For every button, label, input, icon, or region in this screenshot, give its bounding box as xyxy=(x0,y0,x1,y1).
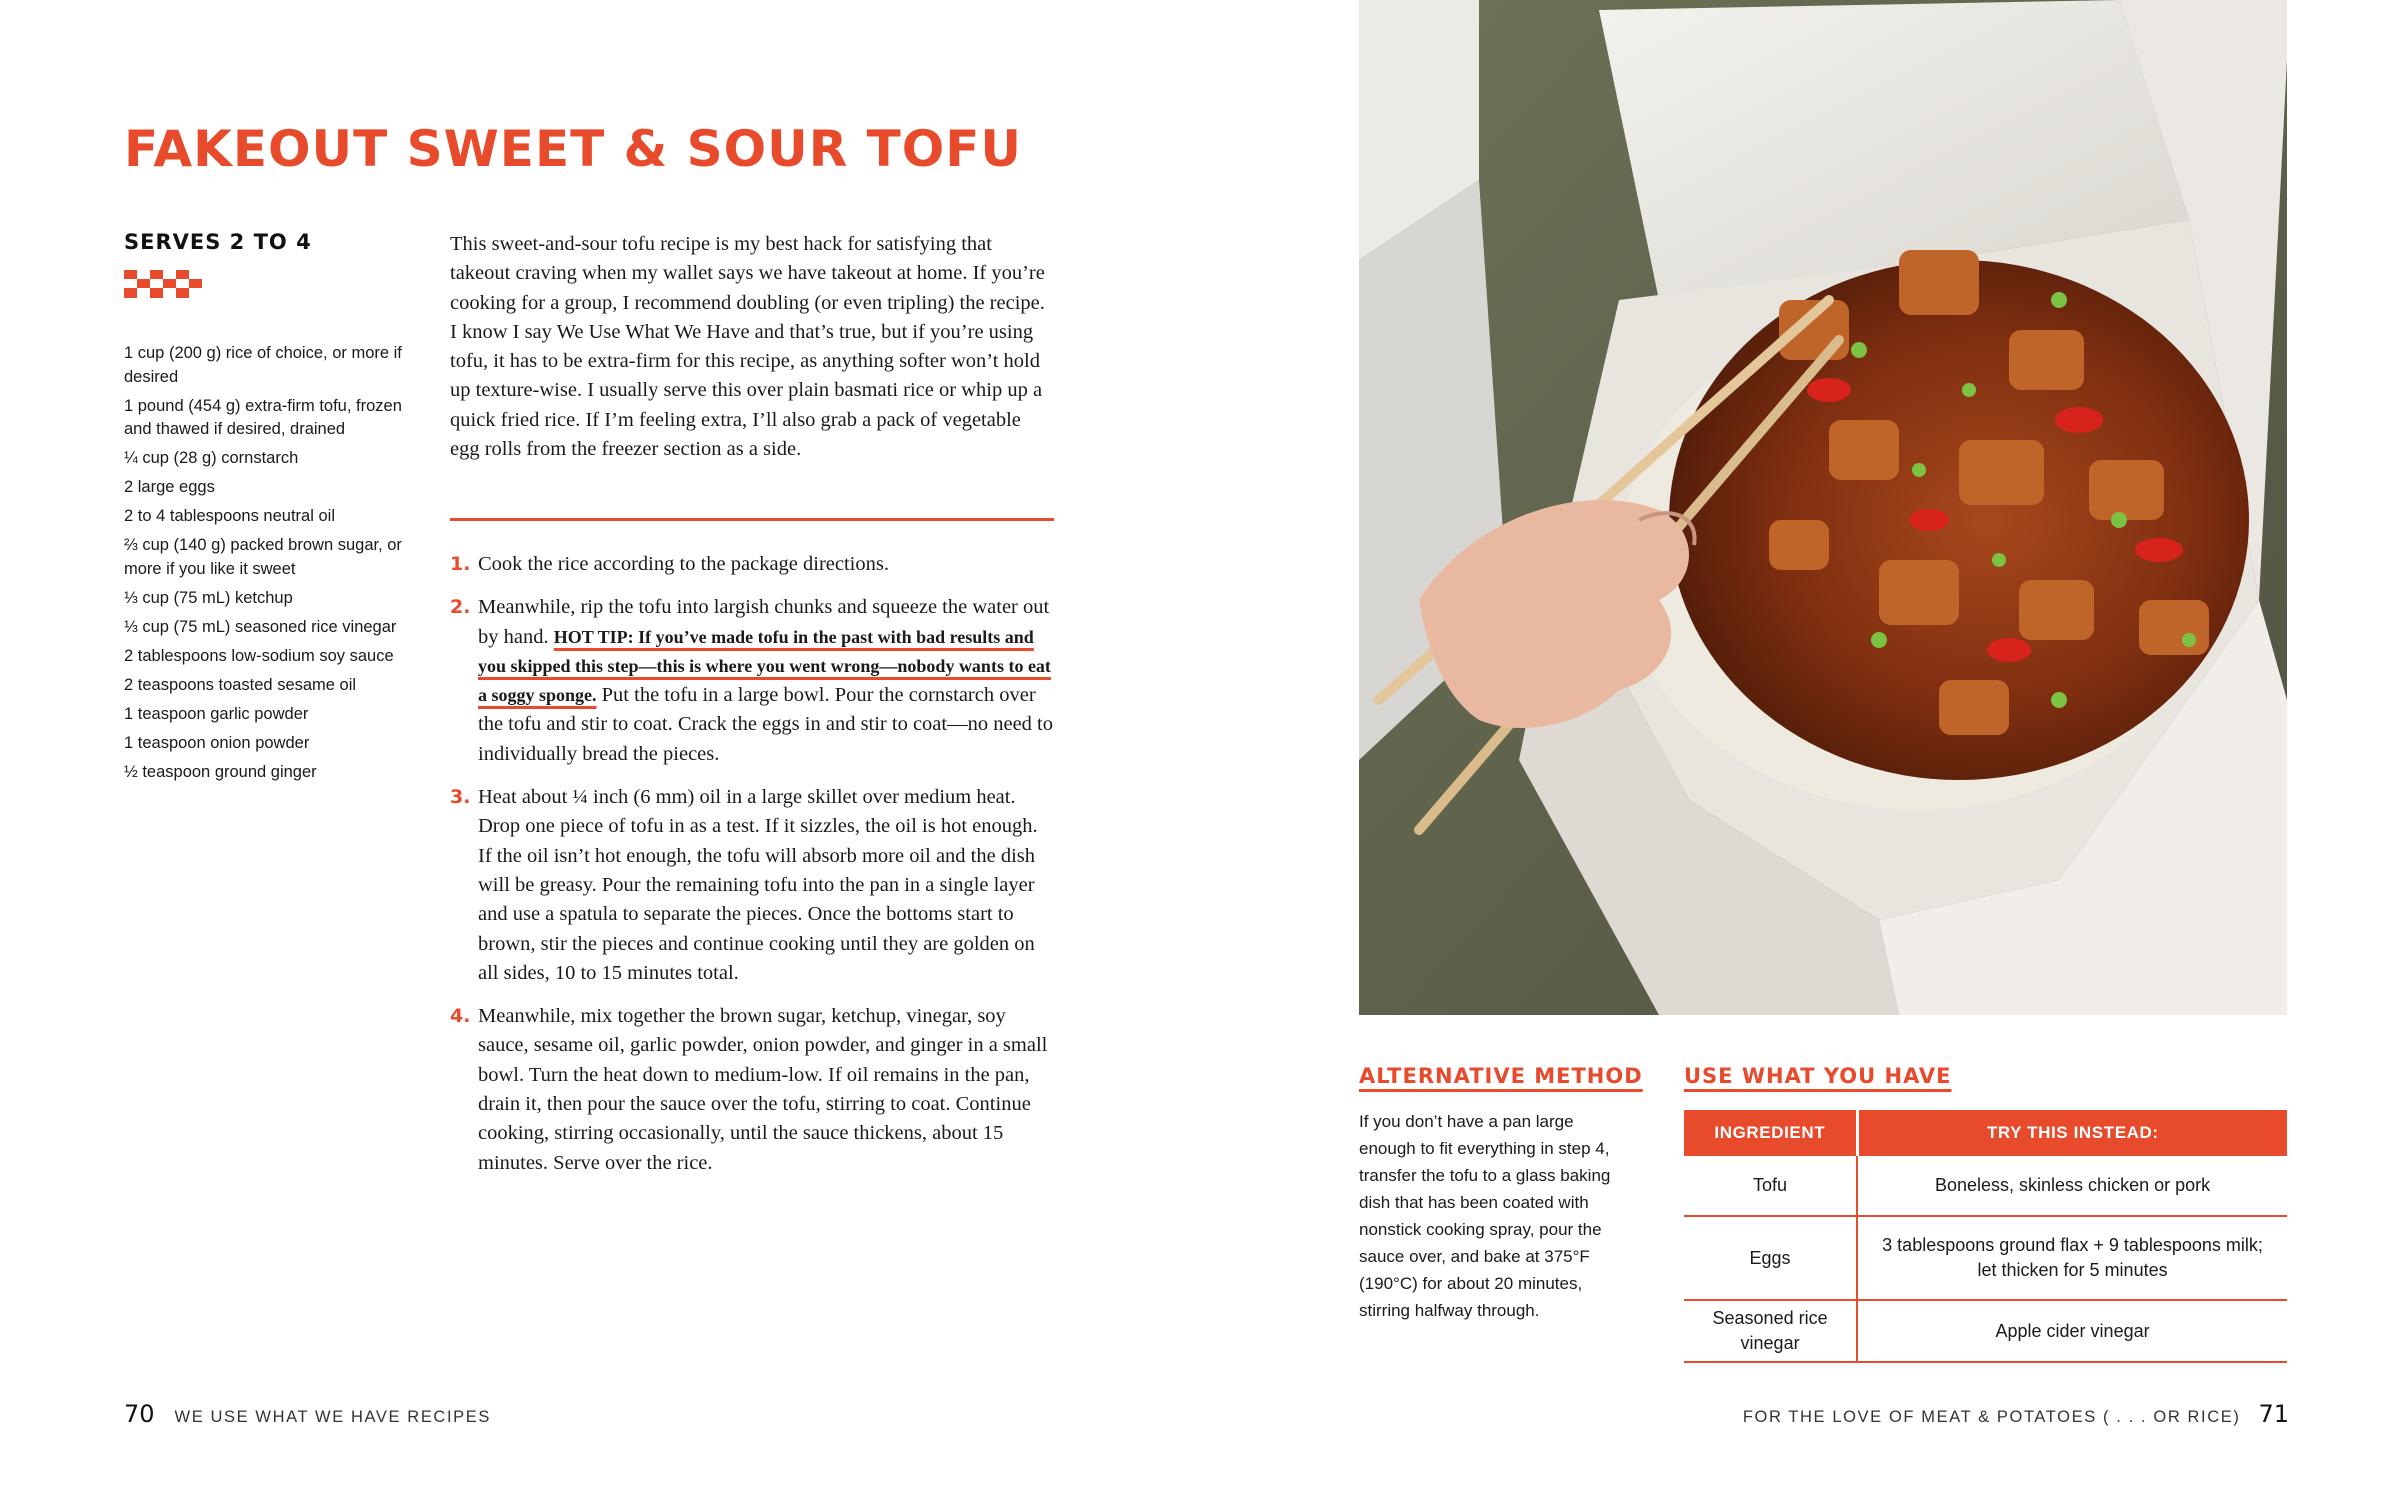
ingredient-item: ⅓ cup (75 mL) ketchup xyxy=(124,588,293,607)
table-row xyxy=(1684,1156,2287,1216)
step-2 xyxy=(450,593,1056,769)
step-number: 1. xyxy=(450,553,471,575)
table-cell: 3 tablespoons ground flax + 9 tablespoons milk; let thicken for 5 minutes xyxy=(1857,1216,2287,1300)
ingredient-list xyxy=(124,342,414,790)
section-divider xyxy=(450,518,1054,521)
step-number: 4. xyxy=(450,1005,471,1028)
ingredient-item: 1 pound (454 g) extra-firm tofu, frozen and thawed if desired, drained xyxy=(124,396,402,438)
checkerboard-ornament-icon xyxy=(124,270,202,298)
alternative-method-text: If you don’t have a pan large enough to fit everything in step 4, transfer the tofu to a glass baking dish that has been coated with nonstick cooking spray, pour the sauce over, and bake at 375°F (190°C) for about 20 minutes, stirring halfway through. xyxy=(1359,1112,1611,1320)
ingredient-item: 2 teaspoons toasted sesame oil xyxy=(124,675,357,694)
recipe-intro: This sweet-and-sour tofu recipe is my best hack for satisfying that takeout craving when my wallet says we have takeout at home. If you’re cooking for a group, I recommend doubling (or even tripling) the recipe. I know I say We Use What We Have and that’s true, but if you’re using tofu, it has to be extra-firm for this recipe, as anything softer won’t hold up texture-wise. I usually serve this over plain basmati rice or whip up a quick fried rice. If I’m feeling extra, I’ll also grab a pack of vegetable egg rolls from the freezer section as a side. xyxy=(450,233,1045,461)
step-1 xyxy=(450,550,1056,579)
step-text: Meanwhile, mix together the brown sugar, ketchup, vinegar, soy sauce, sesame oil, garlic powder, onion powder, and ginger in a small bowl. Turn the heat down to medium-low. If oil remains in the pan, drain it, then pour the sauce over the tofu, stirring to coat. Continue cooking, stirring occasionally, until the sauce thickens, about 15 minutes. Serve over the rice. xyxy=(478,1005,1048,1174)
table-cell: Apple cider vinegar xyxy=(1857,1300,2287,1362)
alternative-method-heading: ALTERNATIVE METHOD xyxy=(1359,1064,1643,1088)
table-cell: Boneless, skinless chicken or pork xyxy=(1857,1156,2287,1216)
table-cell: Tofu xyxy=(1684,1156,1857,1216)
table-row xyxy=(1684,1300,2287,1362)
running-footer: WE USE WHAT WE HAVE RECIPES xyxy=(174,1408,491,1426)
ingredient-item: 2 tablespoons low-sodium soy sauce xyxy=(124,646,394,665)
serves-label: SERVES 2 TO 4 xyxy=(124,230,312,254)
table-row xyxy=(1684,1216,2287,1300)
table-header: TRY THIS INSTEAD: xyxy=(1857,1110,2287,1156)
table-header: INGREDIENT xyxy=(1684,1110,1857,1156)
step-text: Meanwhile, rip the tofu into largish chunks and squeeze the water out by hand. xyxy=(478,596,1050,648)
instruction-steps xyxy=(450,550,1056,1192)
step-text-continued: Put the tofu in a large bowl. Pour the cornstarch over the tofu and stir to coat. Crack the eggs in and stir to coat—no need to individually bread the pieces. xyxy=(478,684,1053,765)
step-text: Cook the rice according to the package directions. xyxy=(478,553,889,575)
table-header-row xyxy=(1684,1110,2287,1156)
use-what-you-have-heading: USE WHAT YOU HAVE xyxy=(1684,1064,1952,1088)
table-cell: Seasoned rice vinegar xyxy=(1684,1300,1857,1362)
table-cell: Eggs xyxy=(1684,1216,1857,1300)
page-number: 71 xyxy=(2258,1400,2289,1428)
page-number: 70 xyxy=(124,1400,155,1428)
right-footer xyxy=(1743,1400,2289,1428)
left-footer xyxy=(124,1400,491,1428)
ingredient-item: ½ teaspoon ground ginger xyxy=(124,762,317,781)
ingredient-item: 1 teaspoon onion powder xyxy=(124,733,310,752)
ingredient-item: 2 to 4 tablespoons neutral oil xyxy=(124,507,335,525)
step-text: Heat about ¼ inch (6 mm) oil in a large skillet over medium heat. Drop one piece of tofu in as a test. If it sizzles, the oil is hot enough. If the oil isn’t hot enough, the tofu will absorb more oil and the dish will be greasy. Pour the remaining tofu into the pan in a single layer and use a spatula to separate the pieces. Once the bottoms start to brown, stir the pieces and continue cooking until they are golden on all sides, 10 to 15 minutes total. xyxy=(478,786,1038,984)
ingredient-item: 1 teaspoon garlic powder xyxy=(124,704,309,723)
takeout-box-illustration xyxy=(1359,0,2287,1015)
step-number: 2. xyxy=(450,596,471,619)
food-photo xyxy=(1359,0,2287,1015)
ingredient-item: 1 cup (200 g) rice of choice, or more if desired xyxy=(124,344,402,386)
hot-tip: HOT TIP: If you’ve made tofu in the past with bad results and you skipped this step—this is where you went wrong—nobody wants to eat a soggy sponge. xyxy=(478,626,1051,706)
step-4 xyxy=(450,1002,1056,1178)
step-3 xyxy=(450,783,1056,988)
running-footer: FOR THE LOVE OF MEAT & POTATOES ( . . . OR RICE) xyxy=(1742,1408,2241,1426)
ingredient-item: ⅔ cup (140 g) packed brown sugar, or more if you like it sweet xyxy=(124,536,402,578)
recipe-title: FAKEOUT SWEET & SOUR TOFU xyxy=(124,120,1023,178)
right-page xyxy=(1200,0,2400,1500)
step-number: 3. xyxy=(450,786,471,809)
ingredient-item: 2 large eggs xyxy=(124,478,215,496)
ingredient-item: ⅓ cup (75 mL) seasoned rice vinegar xyxy=(124,617,397,636)
ingredient-item: ¼ cup (28 g) cornstarch xyxy=(124,449,299,467)
substitution-table xyxy=(1684,1110,2287,1363)
